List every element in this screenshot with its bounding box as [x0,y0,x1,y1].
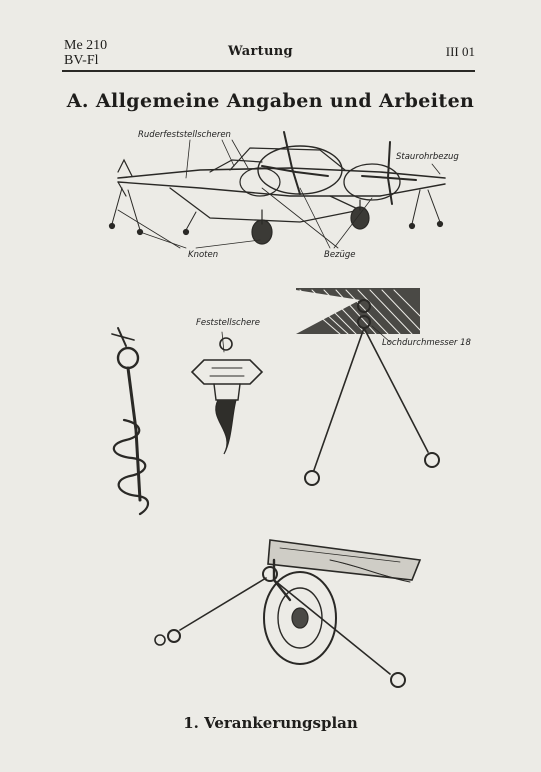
label-pitot-cover: Staurohrbezug [396,152,459,162]
page-title: A. Allgemeine Angaben und Arbeiten [66,90,475,112]
label-hole-diameter: Lochdurchmesser 18 [382,338,471,348]
header-page-code: III 01 [445,44,475,59]
header-section: Wartung [228,44,293,59]
aircraft-drawing [110,132,446,248]
mooring-rope-drawing [296,288,439,485]
landing-gear-drawing [155,540,420,687]
label-rudder-clamps: Ruderfeststellscheren [138,130,231,140]
figure-caption: 1. Verankerungsplan [183,714,358,732]
label-covers: Bezüge [324,250,356,260]
header-model-line2: BV-Fl [64,53,99,68]
ground-anchor-drawing [112,328,148,514]
header-model-line1: Me 210 [64,38,108,53]
rudder-clamp-drawing [192,332,262,454]
label-knots: Knoten [188,250,219,260]
label-rudder-clamp: Feststellschere [196,318,261,328]
